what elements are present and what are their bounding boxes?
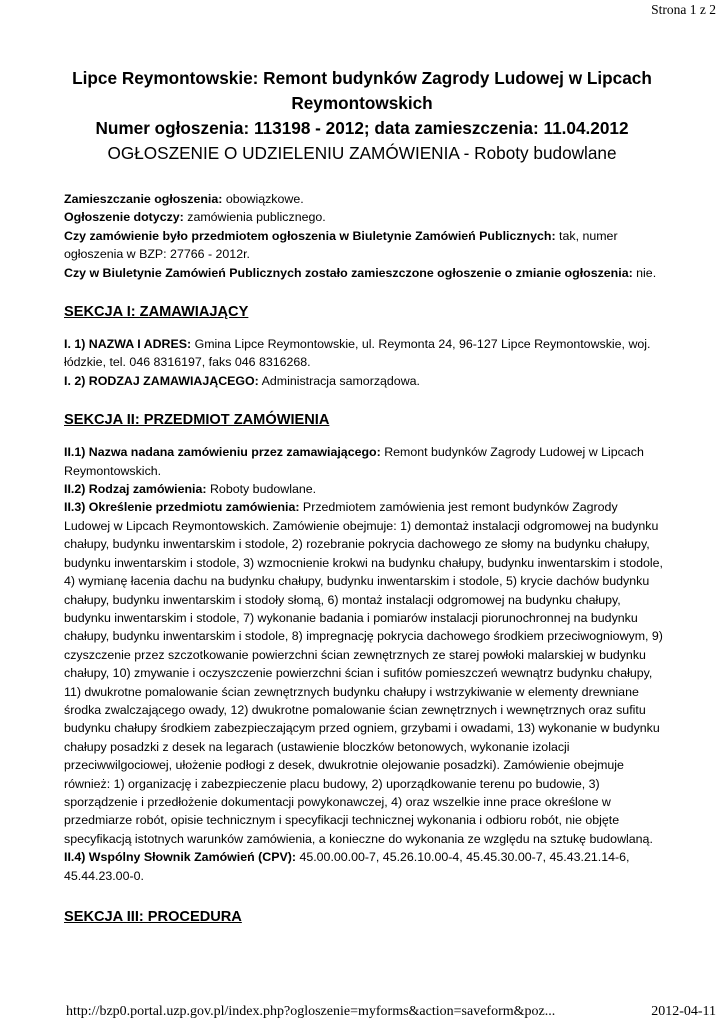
section-item xyxy=(64,848,664,885)
document-body xyxy=(64,190,664,927)
item-label: II.4) Wspólny Słownik Zamówień (CPV): xyxy=(64,850,296,865)
intro-line xyxy=(64,208,664,226)
item-label: II.1) Nazwa nadana zamówieniu przez zamawiającego: xyxy=(64,445,381,460)
title-line-2: Reymontowskich xyxy=(291,93,433,113)
title-block xyxy=(40,66,684,166)
item-value: Gmina Lipce Reymontowskie, ul. Reymonta 24, 96-127 Lipce Reymontowskie, woj. łódzkie, tel. 046 8316197, faks 046 8316268. xyxy=(64,337,651,370)
intro-value: tak, numer ogłoszenia w BZP: 27766 - 2012r. xyxy=(64,228,618,262)
item-label: I. 1) NAZWA I ADRES: xyxy=(64,337,192,352)
intro-line xyxy=(64,190,664,208)
intro-value: zamówienia publicznego. xyxy=(183,210,326,225)
intro-label: Czy zamówienie było przedmiotem ogłoszenia w Biuletynie Zamówień Publicznych: xyxy=(64,228,556,243)
item-value: Administracja samorządowa. xyxy=(258,373,420,388)
item-value: Przedmiotem zamówienia jest remont budynków Zagrody Ludowej w Lipcach Reymontowskich. Zamówienie obejmuje: 1) demontaż instalacji odgromowej na budynku chałupy, budynku inwentarskim i stodole, 2) rozebranie pokrycia dachowego ze słomy na budynku chałupy, budynku inwentarskim i stodole, 3) wzmocnienie krokwi na budynku chałupy, budynku inwentarskim i stodole, 4) wymianę łacenia dachu na budynku chałupy, budynku inwentarskim i stodole, 5) krycie dachów budynku chałupy, budynku inwentarskim i stodoły słomą, 6) montaż instalacji odgromowej na budynku chałupy, budynku inwentarskim i stodole, 7) wykonanie badania i pomiarów instalacji piorunochronnej na budynku chałupy, budynku inwentarskim i stodole, 8) impregnację pokrycia dachowego środkiem przeciwogniowym, 9) czyszczenie przez szczotkowanie powierzchni ścian zewnętrznych ze starej powłoki malarskiej w budynku chałupy, 10) zmywanie i oczyszczenie powierzchni ścian i sufitów pomieszczeń wewnątrz budynku chałupy, 11) dwukrotne pomalowanie ścian zewnętrznych budynku chałupy i wstrzykiwanie w elementy drewniane środka zwalczającego owady, 12) dwukrotne pomalowanie ścian zewnętrznych i wewnętrznych oraz sufitu budynku chałupy środkiem zabezpieczającym przed ogniem, grzybami i owadami, 13) wykonanie w budynku chałupy posadzki z desek na legarach (ustawienie bloczków betonowych, wykonanie izolacji przeciwwilgociowej, ułożenie podłogi z desek, dwukrotnie olejowanie posadzki). Zamówienie obejmuje również: 1) organizację i zabezpieczenie placu budowy, 2) uporządkowanie terenu po budowie, 3) sporządzenie i przedłożenie dokumentacji powykonawczej, 4) oraz wszelkie inne prace określone w przedmiarze robót, opisie technicznym i specyfikacji technicznej wykonania i odbioru robót, nie objęte specyfikacją istotnych warunków zamówienia, a konieczne do wykonania ze względu na sztukę budowlaną. xyxy=(64,500,663,846)
title-line-1: Lipce Reymontowskie: Remont budynków Zagrody Ludowej w Lipcach xyxy=(72,68,652,88)
footer-date: 2012-04-11 xyxy=(651,1004,716,1019)
intro-label: Czy w Biuletynie Zamówień Publicznych zostało zamieszczone ogłoszenie o zmianie ogłoszenia: xyxy=(64,265,633,280)
section-item xyxy=(64,498,664,848)
intro-line xyxy=(64,227,664,264)
section-heading: SEKCJA II: PRZEDMIOT ZAMÓWIENIA xyxy=(64,412,330,429)
item-label: I. 2) RODZAJ ZAMAWIAJĄCEGO: xyxy=(64,373,259,388)
section-item xyxy=(64,480,664,498)
intro-line xyxy=(64,264,664,282)
item-label: II.2) Rodzaj zamówienia: xyxy=(64,482,207,497)
section-item xyxy=(64,443,664,480)
page-number: Strona 1 z 2 xyxy=(651,2,716,17)
item-label: II.3) Określenie przedmiotu zamówienia: xyxy=(64,500,300,515)
item-value: Roboty budowlane. xyxy=(206,482,317,497)
intro-label: Ogłoszenie dotyczy: xyxy=(64,210,184,225)
intro-label: Zamieszczanie ogłoszenia: xyxy=(64,192,223,206)
footer-url[interactable]: http://bzp0.portal.uzp.gov.pl/index.php?ogloszenie=myforms&action=saveform&poz... xyxy=(66,1004,556,1019)
item-value: Remont budynków Zagrody Ludowej w Lipcach Reymontowskich. xyxy=(64,445,644,478)
announcement-number: Numer ogłoszenia: 113198 - 2012; data zamieszczenia: 11.04.2012 xyxy=(95,118,629,138)
intro-value: nie. xyxy=(632,265,657,280)
section-heading: SEKCJA III: PROCEDURA xyxy=(64,909,242,925)
section-heading: SEKCJA I: ZAMAWIAJĄCY xyxy=(64,304,249,321)
section-item xyxy=(64,372,664,390)
section-item xyxy=(64,335,664,372)
item-value: 45.00.00.00-7, 45.26.10.00-4, 45.45.30.00-7, 45.43.21.14-6, 45.44.23.00-0. xyxy=(64,850,630,883)
intro-value: obowiązkowe. xyxy=(222,192,304,206)
announcement-type: OGŁOSZENIE O UDZIELENIU ZAMÓWIENIA - Roboty budowlane xyxy=(107,143,617,163)
